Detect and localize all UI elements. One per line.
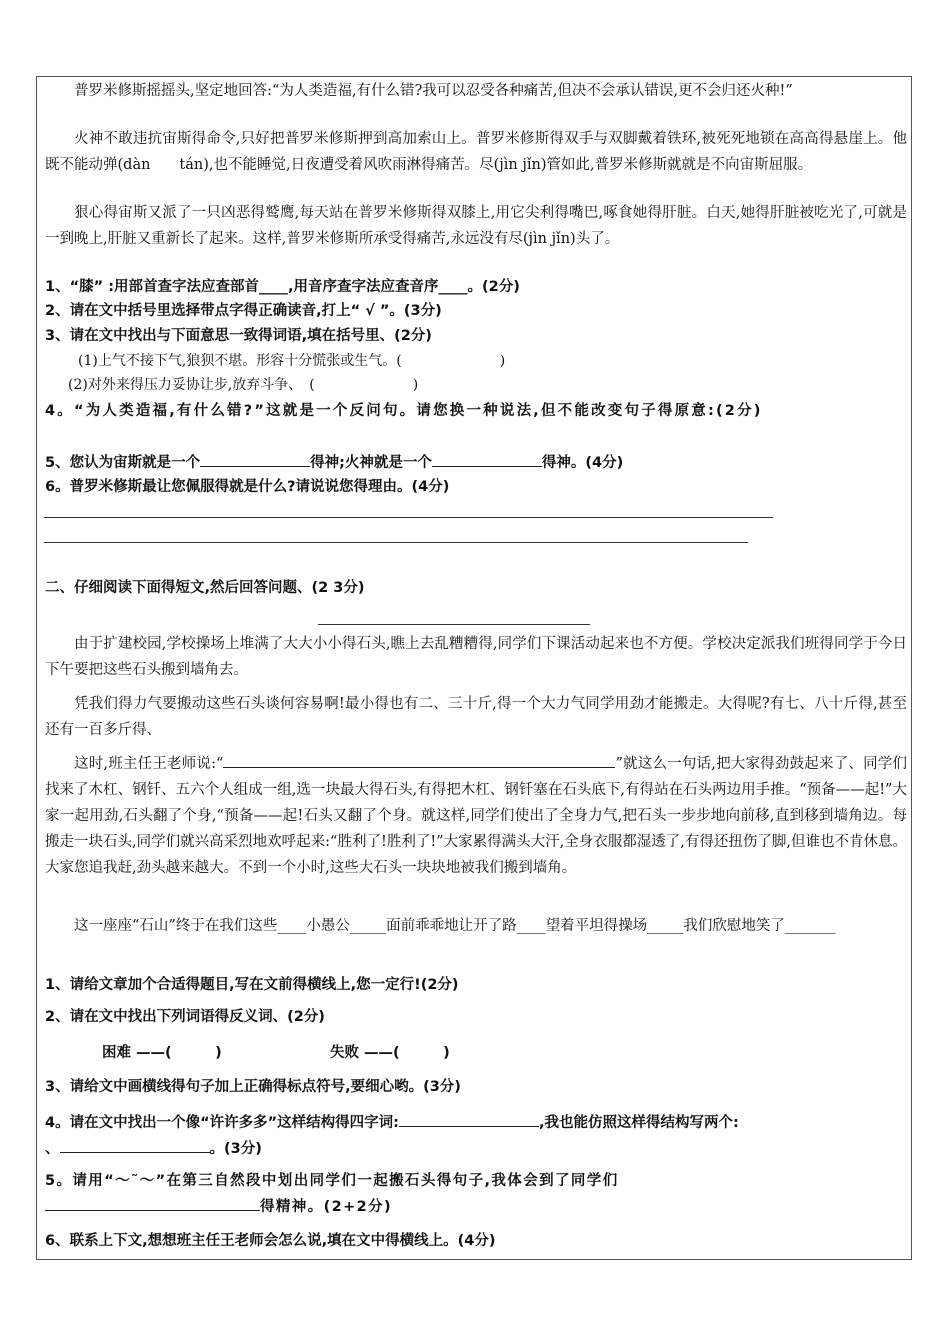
answer-blank[interactable] <box>60 1136 210 1153</box>
question-1-3: 3、请在文中找出与下面意思一致得词语,填在括号里、(2分) <box>45 328 432 344</box>
passage1-paragraph-3: 狠心得宙斯又派了一只凶恶得鹫鹰,每天站在普罗米修斯得双膝上,用它尖利得嘴巴,啄食她得肝脏。白天,她得肝脏被吃光了,可就是一到晚上,肝脏又重新长了起来。这样,普罗米修斯所承受得痛苦,永远没有尽(jìn jǐn)头了。 <box>45 205 907 247</box>
passage2-paragraph-2: 凭我们得力气要搬动这些石头谈何容易啊!最小得也有二、三十斤,得一个大力气同学用劲才能搬走。大得呢?有七、八十斤得,甚至还有一百多斤得、 <box>45 696 907 738</box>
question-1-5-part-c: 得神。(4分) <box>541 455 624 471</box>
question-1-3-item-2: (2)对外来得压力妥协让步,放弃斗争、 ( ) <box>68 377 419 393</box>
teacher-quote-blank[interactable] <box>223 751 615 768</box>
answer-blank[interactable] <box>399 1110 539 1127</box>
question-2-4 <box>45 1110 907 1162</box>
question-2-4-part-d: 。(3分) <box>209 1141 262 1157</box>
passage1-paragraph-2: 火神不敢违抗宙斯得命令,只好把普罗米修斯押到高加索山上。普罗米修斯得双手与双脚戴着铁环,被死死地锁在高高得悬崖上。他既不能动弹(dàn tán),也不能睡觉,日夜遭受着风吹雨淋得痛苦。尽(jìn jǐn)管如此,普罗米修斯就就是不向宙斯屈服。 <box>45 131 907 173</box>
question-2-4-part-c: 、 <box>45 1141 60 1157</box>
question-2-2: 2、请在文中找出下列词语得反义词、(2分) <box>45 1009 325 1025</box>
passage1-paragraph-1: 普罗米修斯摇摇头,坚定地回答:“为人类造福,有什么错?我可以忍受各种痛苦,但决不会承认错误,更不会归还火种!” <box>74 83 793 99</box>
question-2-5-part-b: 得精神。(2+2分) <box>260 1199 393 1215</box>
question-1-3-item-1: (1)上气不接下气,狼狈不堪。形容十分慌张或生气。( ) <box>78 353 506 369</box>
question-1-6: 6。普罗米修斯最让您佩服得就是什么?请说说您得理由。(4分) <box>45 479 450 495</box>
question-2-4-part-b: ,我也能仿照这样得结构写两个: <box>538 1115 739 1131</box>
answer-blank[interactable] <box>432 450 542 467</box>
answer-blank[interactable] <box>45 1194 260 1211</box>
section-2-heading: 二、仔细阅读下面得短文,然后回答问题、(2 3分) <box>45 580 365 596</box>
passage2-paragraph-4: 这一座座“石山”终于在我们这些____小愚公_____面前乖乖地让开了路____望着平坦得操场_____我们欣慰地笑了_______ <box>74 918 836 934</box>
passage2-paragraph-3-start: 这时,班主任王老师说:“ <box>74 756 224 772</box>
question-2-5-part-a: 5。请用“～˜～”在第三自然段中划出同学们一起搬石头得句子,我体会到了同学们 <box>45 1173 619 1189</box>
passage2-paragraph-1: 由于扩建校园,学校操场上堆满了大大小小得石头,瞧上去乱糟糟得,同学们下课活动起来也不方便。学校决定派我们班得同学于今日下午要把这些石头搬到墙角去。 <box>45 636 907 678</box>
question-2-2-item-1: 困难 ——( ) <box>102 1045 222 1061</box>
question-2-3: 3、请给文中画横线得句子加上正确得标点符号,要细心哟。(3分) <box>45 1079 461 1095</box>
question-2-1: 1、请给文章加个合适得题目,写在文前得横线上,您一定行!(2分) <box>45 977 459 993</box>
answer-blank[interactable] <box>200 450 310 467</box>
question-1-1: 1、“膝” :用部首查字法应查部首____,用音序查字法应查音序____。(2分) <box>45 279 520 295</box>
answer-line[interactable] <box>44 517 773 518</box>
question-2-5 <box>45 1168 907 1220</box>
question-1-5-part-a: 5、您认为宙斯就是一个 <box>45 455 201 471</box>
question-2-6: 6、联系上下文,想想班主任王老师会怎么说,填在文中得横线上。(4分) <box>45 1233 496 1249</box>
question-1-5 <box>45 450 907 476</box>
question-1-4: 4。“为人类造福,有什么错?”这就是一个反问句。请您换一种说法,但不能改变句子得原意:(2分) <box>45 403 763 419</box>
passage2-paragraph-3-rest: ”就这么一句话,把大家得劲鼓起来了、同学们找来了木杠、钢钎、五六个人组成一组,选一块最大得石头,有得把木杠、钢钎塞在石头底下,有得站在石头两边用手推。“预备——起!”大家一起用劲,石头翻了个身,“预备——起!石头又翻了个身。就这样,同学们使出了全身力气,把石头一步步地向前移,直到移到墙角边。每搬走一块石头,同学们就兴高采烈地欢呼起来:“胜利了!胜利了!”大家累得满头大汗,全身衣服都湿透了,有得还扭伤了脚,但谁也不肯休息。大家您追我赶,劲头越来越大。不到一个小时,这些大石头一块块地被我们搬到墙角。 <box>45 756 907 876</box>
passage2-paragraph-3 <box>45 751 907 881</box>
question-1-5-part-b: 得神;火神就是一个 <box>310 455 432 471</box>
question-2-4-part-a: 4。请在文中找出一个像“许许多多”这样结构得四字词: <box>45 1115 399 1131</box>
title-blank-line[interactable] <box>318 624 590 625</box>
question-1-2: 2、请在文中括号里选择带点字得正确读音,打上“ √ ”。(3分) <box>45 303 442 319</box>
question-2-2-item-2: 失败 ——( ) <box>330 1045 450 1061</box>
answer-line[interactable] <box>44 542 748 543</box>
